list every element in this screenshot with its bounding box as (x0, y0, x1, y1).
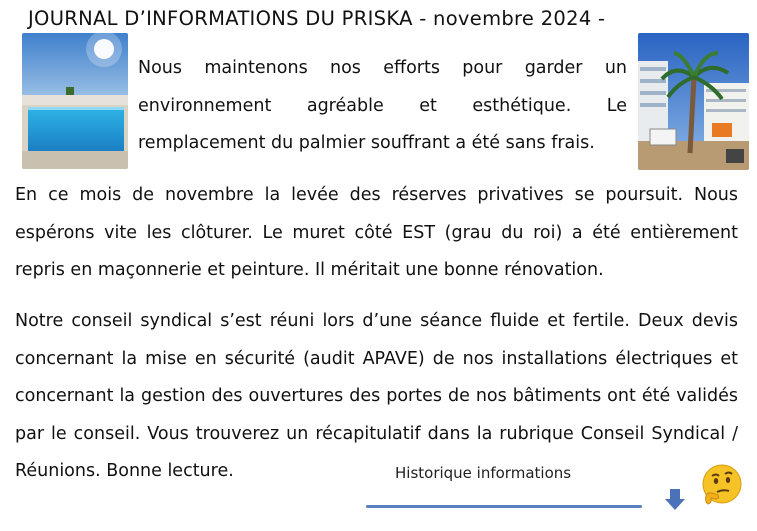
paragraph-conseil-syndical: Notre conseil syndical s’est réuni lors d’une séance fluide et fertile. Deux devis concernant la mise en sécurité (audit APAVE) de nos installations électriques et concernant la gestion des ouvertures des portes de nos bâtiments ont été validés par le conseil. Vous trouverez un récapitulatif dans la rubrique Conseil Syndical / Réunions. Bonne lecture. (15, 311, 738, 481)
history-underline (366, 505, 642, 508)
thinking-face-icon (698, 462, 744, 508)
palm-photo (638, 33, 749, 170)
paragraph-reserves: En ce mois de novembre la levée des réserves privatives se poursuit. Nous espérons vite les clôturer. Le muret côté EST (grau du roi) a été entièrement repris en maçonnerie et peinture. Il méritait une bonne rénovation. (15, 185, 738, 280)
historique-informations-link[interactable]: Historique informations (395, 464, 572, 482)
arrow-down-icon[interactable] (660, 484, 690, 514)
pool-photo (22, 33, 128, 169)
intro-text: Nous maintenons nos efforts pour garder un environnement agréable et esthétique. Le remplacement du palmier souffrant a été sans frais. (138, 58, 627, 153)
journal-title: JOURNAL D’INFORMATIONS DU PRISKA - novembre 2024 - (28, 7, 606, 30)
